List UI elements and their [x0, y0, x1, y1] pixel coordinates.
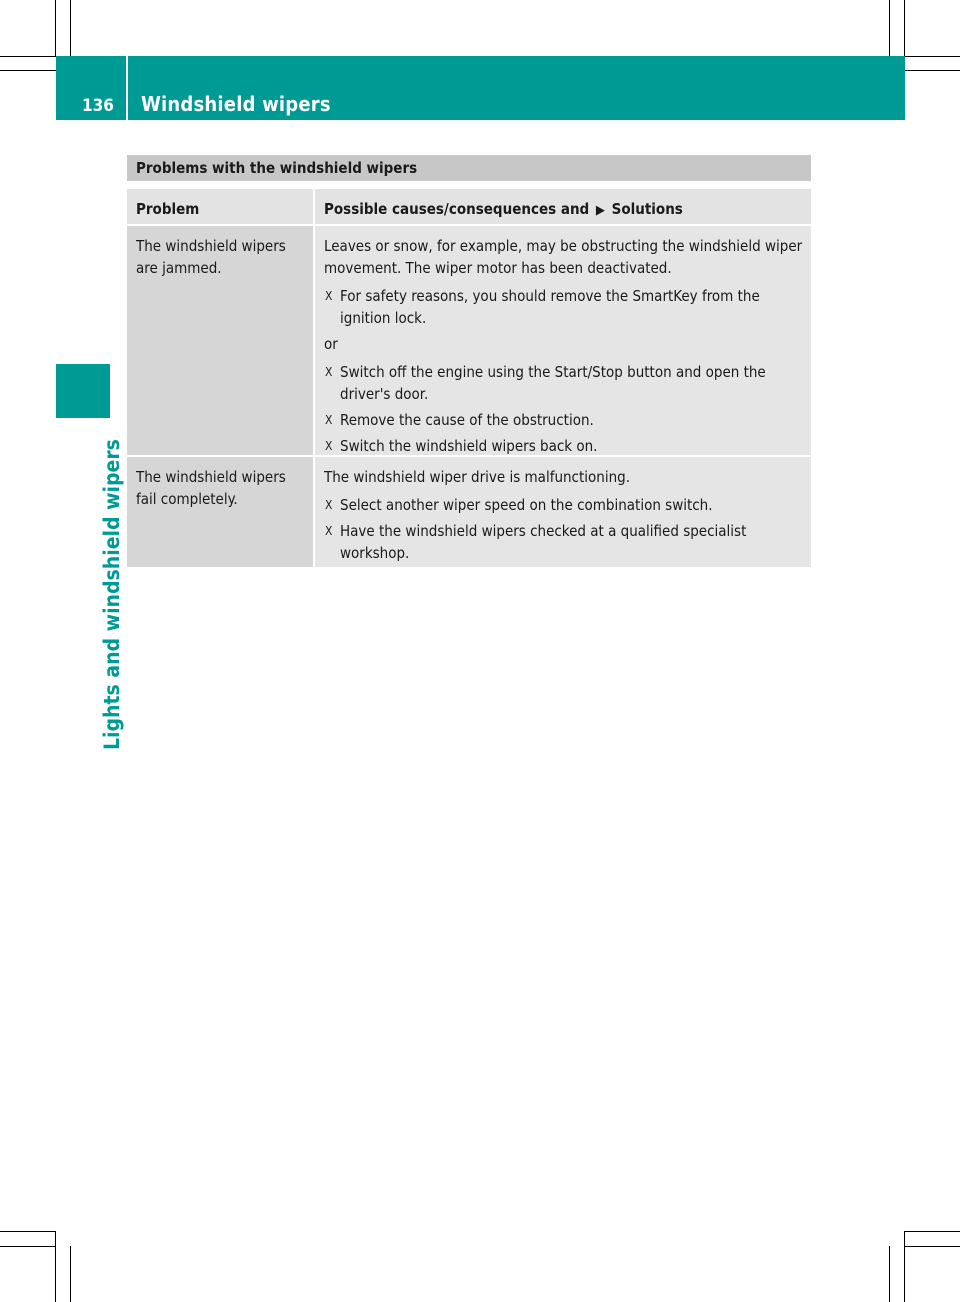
solution-content	[324, 235, 807, 461]
table-row	[127, 457, 811, 567]
page-number: 136	[82, 96, 114, 116]
problem-text: The windshield wipers fail completely.	[136, 468, 286, 508]
step-text: Remove the cause of the obstruction.	[340, 411, 594, 429]
crop-mark	[0, 56, 56, 57]
solution-content	[324, 466, 807, 568]
crop-mark	[904, 1231, 960, 1232]
header-cell-problem	[127, 189, 313, 224]
step-text: For safety reasons, you should remove the SmartKey from the ignition lock.	[340, 287, 760, 327]
crop-mark	[904, 56, 960, 57]
crop-mark	[0, 70, 56, 71]
header-problem-label: Problem	[136, 200, 200, 218]
problem-cell	[127, 457, 313, 567]
step-item	[324, 435, 807, 457]
cause-text: Leaves or snow, for example, may be obstructing the windshield wiper movement. The wiper motor has been deactivated.	[324, 237, 803, 277]
table-row	[127, 226, 811, 455]
crop-mark	[0, 1231, 56, 1232]
step-text: Select another wiper speed on the combination switch.	[340, 496, 713, 514]
arrow-right-icon: ▶	[595, 203, 605, 218]
step-marker-icon: X	[325, 413, 333, 427]
solution-cell	[315, 226, 811, 455]
step-marker-icon: X	[325, 524, 333, 538]
step-item	[324, 494, 807, 516]
section-title: Windshield wipers	[141, 92, 331, 116]
step-marker-icon: X	[325, 498, 333, 512]
step-item	[324, 520, 807, 564]
crop-mark	[0, 1246, 56, 1247]
problem-cell	[127, 226, 313, 455]
solution-cell	[315, 457, 811, 567]
step-marker-icon: X	[325, 289, 333, 303]
step-text: Switch the windshield wipers back on.	[340, 437, 598, 455]
step-marker-icon: X	[325, 439, 333, 453]
problem-text: The windshield wipers are jammed.	[136, 237, 286, 277]
step-text: Switch off the engine using the Start/Stop button and open the driver's door.	[340, 363, 766, 403]
crop-mark	[55, 1231, 56, 1302]
crop-mark	[55, 0, 56, 56]
cause-text: The windshield wiper drive is malfunctioning.	[324, 468, 630, 486]
table-title-text: Problems with the windshield wipers	[136, 159, 418, 177]
crop-mark	[904, 70, 960, 71]
header-solutions-prefix: Possible causes/consequences and	[324, 200, 590, 218]
table-header-row	[127, 189, 811, 224]
step-item	[324, 285, 807, 329]
crop-mark	[904, 0, 905, 56]
header-solutions-suffix: Solutions	[611, 200, 683, 218]
header-solutions-label	[324, 200, 683, 218]
chapter-tab-label: Lights and windshield wipers	[100, 439, 124, 750]
step-text: Have the windshield wipers checked at a qualified specialist workshop.	[340, 522, 747, 562]
crop-mark	[904, 1246, 960, 1247]
header-cell-solutions	[315, 189, 811, 224]
or-text: or	[324, 335, 338, 353]
header-divider	[126, 56, 128, 120]
step-marker-icon: X	[325, 365, 333, 379]
table-title	[127, 155, 811, 181]
step-item	[324, 409, 807, 431]
crop-mark	[70, 1246, 71, 1302]
chapter-tab-marker	[56, 364, 110, 418]
crop-mark	[904, 1231, 905, 1302]
step-item	[324, 361, 807, 405]
crop-mark	[889, 1246, 890, 1302]
